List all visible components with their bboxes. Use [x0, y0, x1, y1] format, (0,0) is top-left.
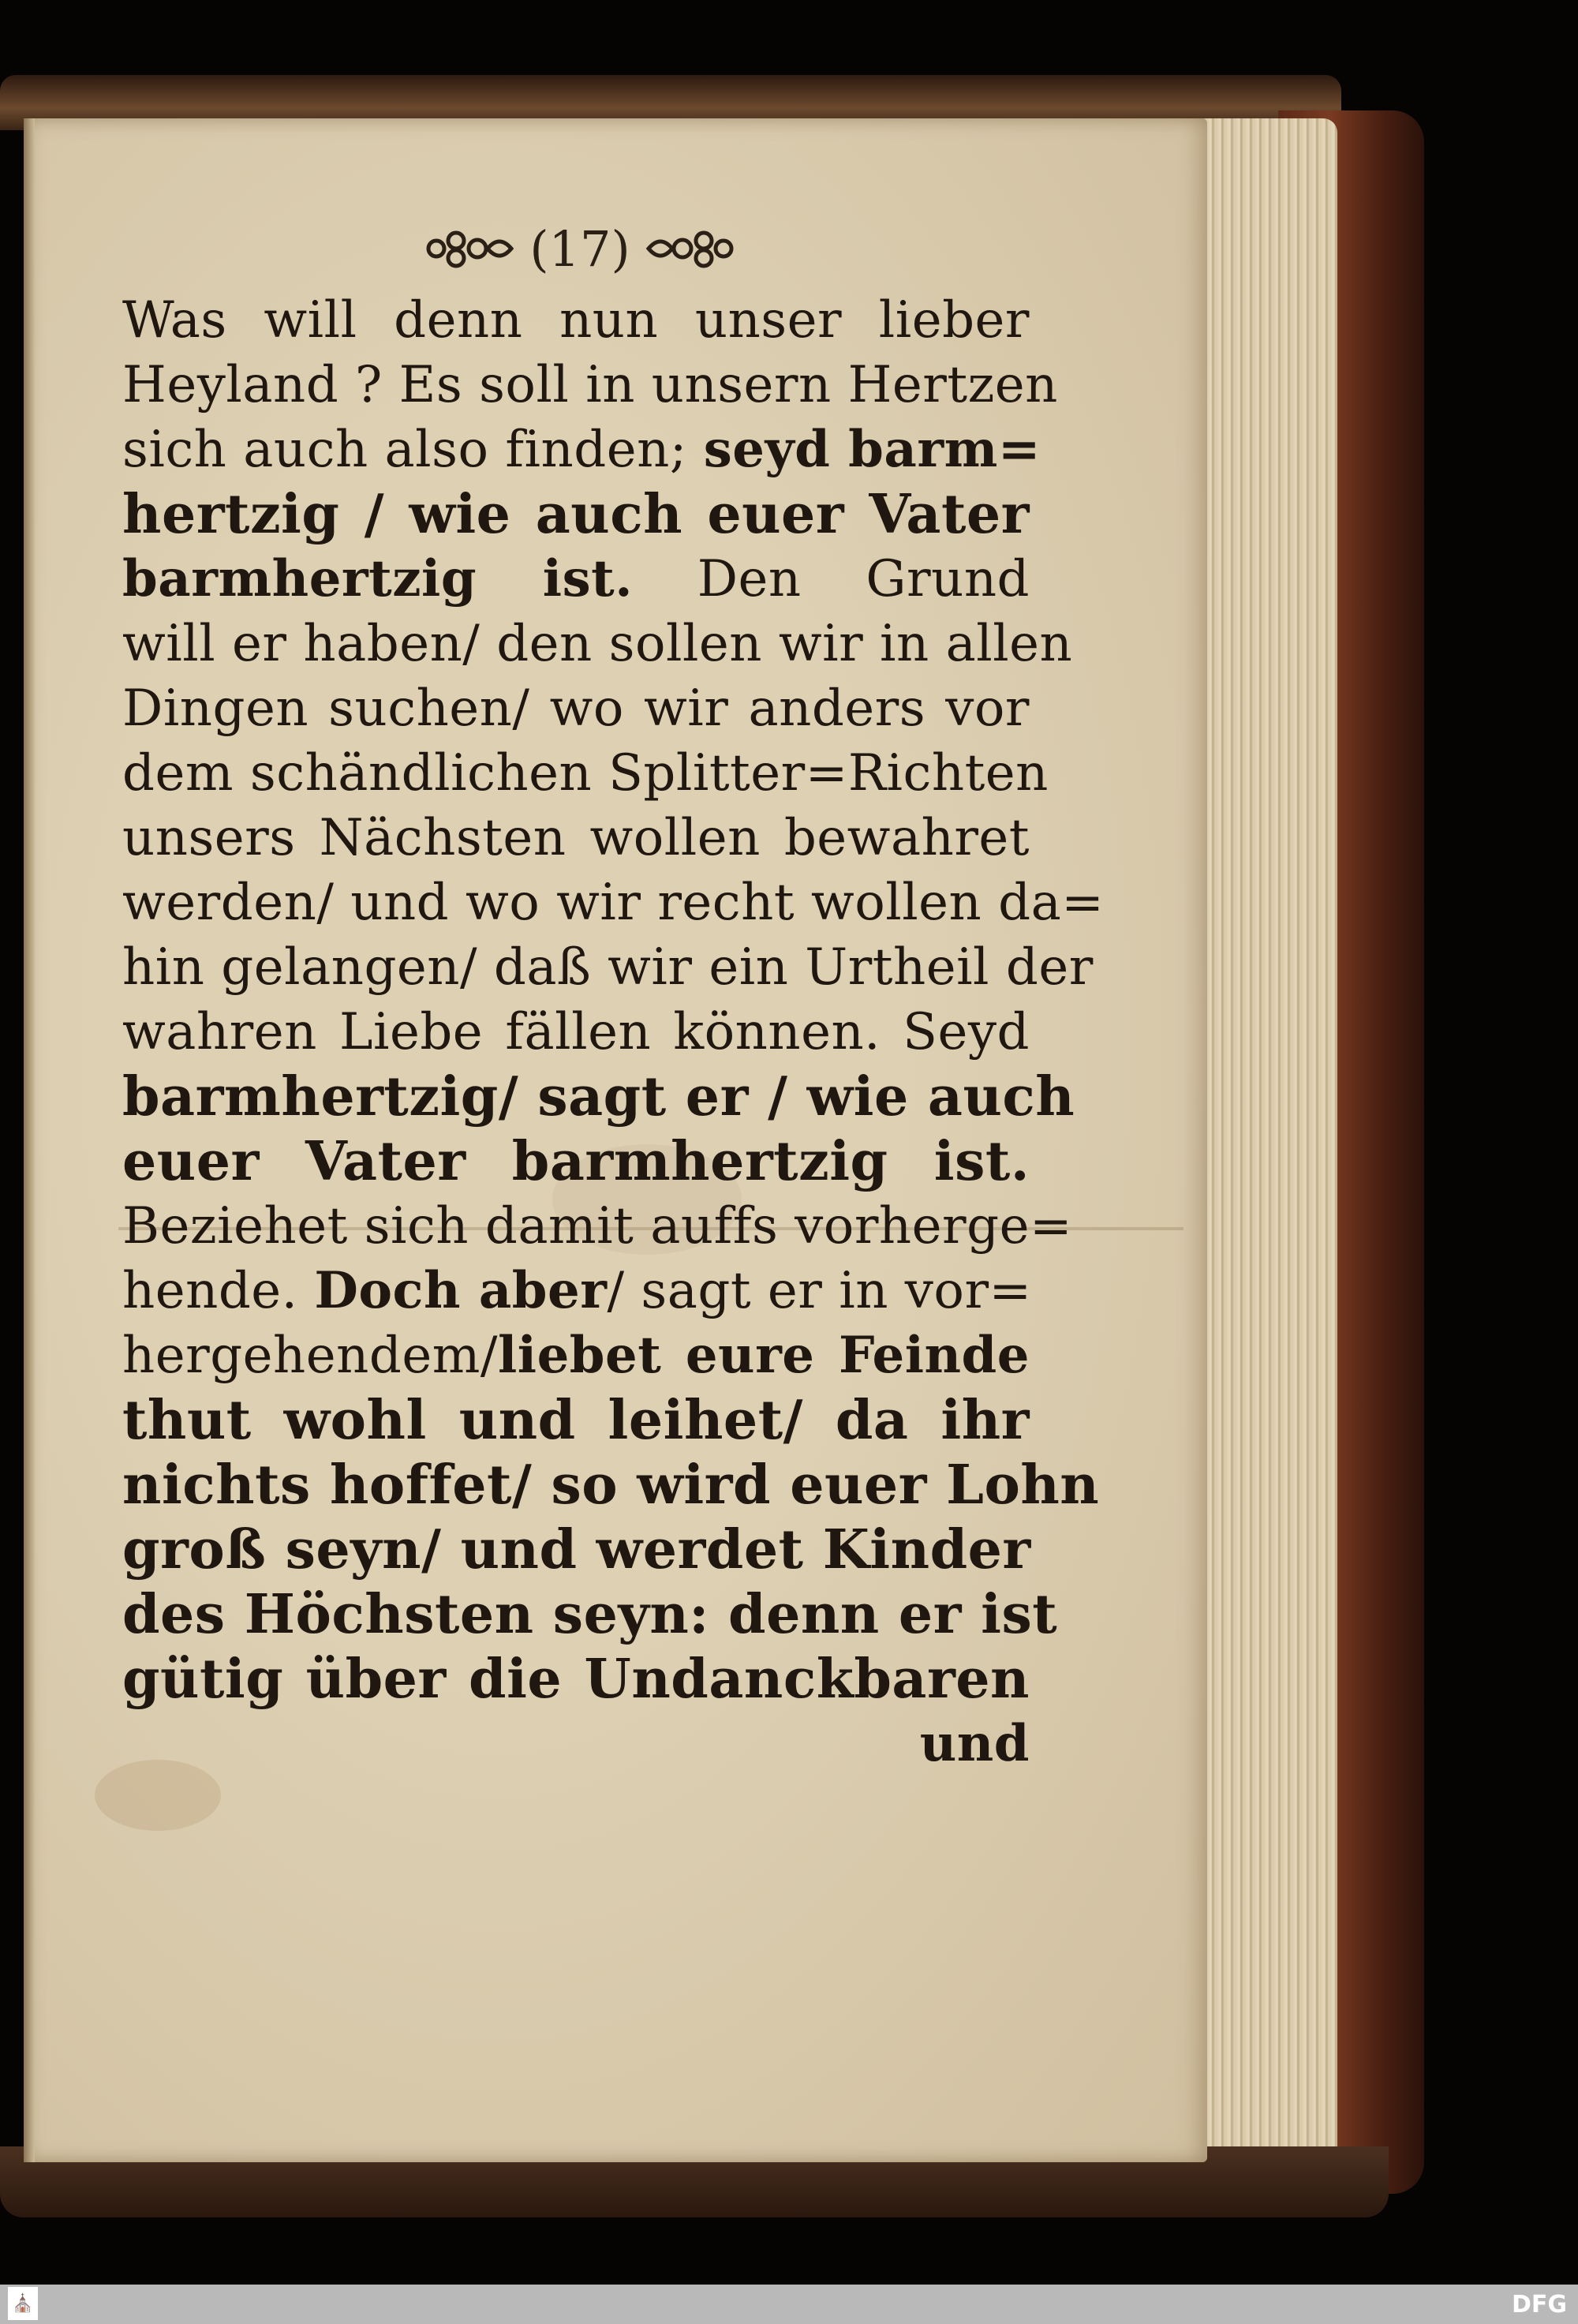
page-number: (17): [529, 219, 630, 278]
body-text: [122, 288, 1105, 1776]
page-edges: [1187, 118, 1337, 2170]
text-line: des Höchsten seyn: denn er ist: [122, 1583, 1058, 1646]
catchword: und: [919, 1714, 1030, 1773]
text-line: dem schändlichen Splitter=Richten: [122, 744, 1049, 803]
right-ornament-icon: [645, 225, 739, 272]
text-segment: / sagt er in vor=: [607, 1262, 1032, 1320]
text-line: Heyland ? Es soll in unsern Hertzen: [122, 356, 1058, 414]
text-line: wahren Liebe fällen können. Seyd: [122, 1003, 1030, 1061]
text-line: barmhertzig/ sagt er / wie auch: [122, 1065, 1075, 1128]
text-line: unsers Nächsten wollen bewahret: [122, 809, 1030, 867]
text-segment: sich auch also finden;: [122, 421, 704, 479]
library-logo-icon: ⛪: [8, 2287, 38, 2320]
bold-text-segment: seyd barm=: [703, 420, 1041, 479]
text-segment: hende.: [122, 1262, 315, 1320]
text-line: Beziehet sich damit auffs vorherge=: [122, 1197, 1073, 1256]
text-line: [122, 547, 1030, 612]
bold-text-segment: barmhertzig ist.: [122, 549, 633, 608]
text-line: [122, 1259, 1030, 1323]
text-segment: hergehendem/: [122, 1327, 498, 1385]
text-line: [122, 1323, 1030, 1388]
text-line: hin gelangen/ daß wir ein Urtheil der: [122, 938, 1094, 997]
text-line: groß seyn/ und werdet Kinder: [122, 1518, 1031, 1581]
text-segment: Den Grund: [632, 550, 1030, 608]
text-line: werden/ und wo wir recht wollen da=: [122, 874, 1105, 932]
page-header: [410, 213, 750, 284]
dfg-logo: DFG: [1511, 2291, 1567, 2318]
viewer-footer-bar: [0, 2285, 1578, 2324]
page-gutter: [24, 118, 35, 2162]
bold-text-segment: liebet eure Feinde: [497, 1326, 1030, 1385]
text-line: Was will denn nun unser lieber: [122, 291, 1030, 350]
text-line: will er haben/ den sollen wir in allen: [122, 615, 1073, 673]
text-line: nichts hoffet/ so wird euer Lohn: [122, 1454, 1100, 1517]
bold-text-segment: Doch aber: [314, 1261, 608, 1320]
text-line: thut wohl und leihet/ da ihr: [122, 1389, 1030, 1452]
text-line: euer Vater barmhertzig ist.: [122, 1130, 1030, 1193]
text-line: hertzig / wie auch euer Vater: [122, 483, 1030, 546]
text-line: gütig über die Undanckbaren: [122, 1648, 1030, 1711]
text-line: Dingen suchen/ wo wir anders vor: [122, 679, 1030, 738]
left-ornament-icon: [421, 225, 515, 272]
text-line: [122, 417, 1041, 482]
